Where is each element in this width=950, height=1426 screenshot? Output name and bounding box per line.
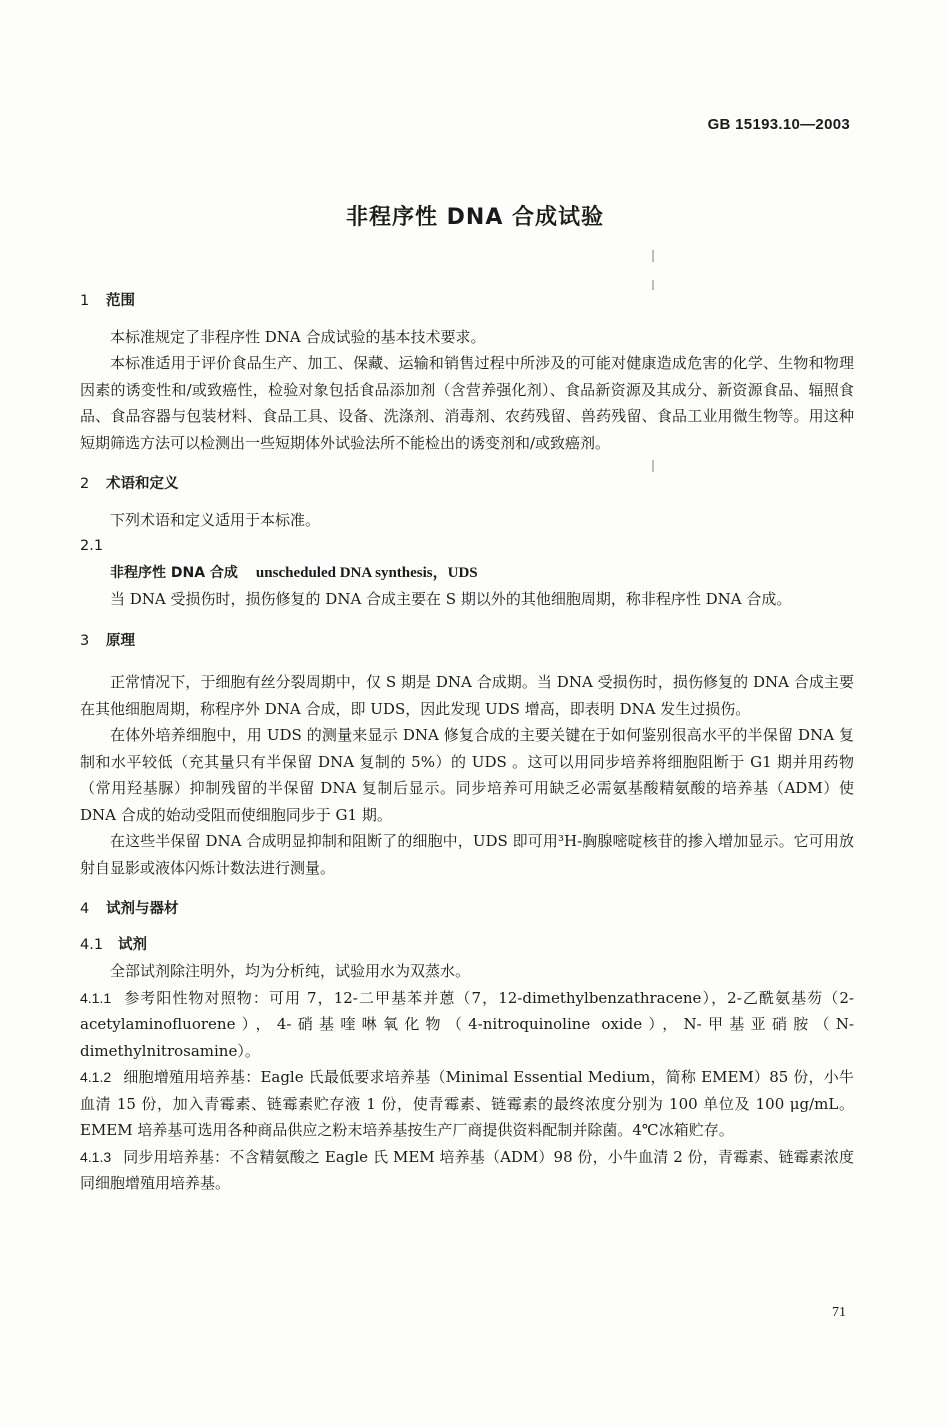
paragraph: 正常情况下，于细胞有丝分裂周期中，仅 S 期是 DNA 合成期。当 DNA 受损伤时，损伤修复的 DNA 合成主要在其他细胞周期，称程序外 DNA 合成，即 UDS，因此发现 UDS 增高，即表明 DNA 发生过损伤。 <box>80 673 854 718</box>
paragraph: 在体外培养细胞中，用 UDS 的测量来显示 DNA 修复合成的主要关键在于如何鉴别很高水平的半保留 DNA 复制和水平较低（充其量只有半保留 DNA 复制的 5%）的 UDS 。这可以用同步培养将细胞阻断于 G1 期并用药物（常用羟基脲）抑制残留的半保留 DNA 复制后显示。同步培养可用缺乏必需氨基酸精氨酸的培养基（ADM）使 DNA 合成的始动受阻而使细胞同步于 G1 期。 <box>80 726 854 824</box>
paragraph: 本标准适用于评价食品生产、加工、保藏、运输和销售过程中所涉及的可能对健康造成危害的化学、生物和物理因素的诱变性和/或致癌性，检验对象包括食品添加剂（含营养强化剂）、食品新资源及其成分、新资源食品、辐照食品、食品容器与包装材料、食品工具、设备、洗涤剂、消毒剂、农药残留、兽药残留、食品工业用微生物等。用这种短期筛选方法可以检测出一些短期体外试验法所不能检出的诱变剂和/或致癌剂。 <box>80 354 854 452</box>
clause-4-1-3: 4.1.3 同步用培养基：不含精氨酸之 Eagle 氏 MEM 培养基（ADM）98 份，小牛血清 2 份，青霉素、链霉素浓度同细胞增殖用培养基。 <box>80 1147 854 1192</box>
section-4-1-heading: 4.1 试剂 <box>80 936 147 953</box>
page-number: 71 <box>832 1305 846 1320</box>
section-1-heading: 1 范围 <box>80 293 135 309</box>
clause-2-1-number: 2.1 <box>80 538 104 554</box>
section-4-heading: 4 试剂与器材 <box>80 901 179 917</box>
clause-4-1-2: 4.1.2 细胞增殖用培养基：Eagle 氏最低要求培养基（Minimal Essential Medium，简称 EMEM）85 份，小牛血清 15 份，加入青霉素、链霉素贮存液 1 份，使青霉素、链霉素的最终浓度分别为 100 单位及 100 μg/mL。EMEM 培养基可选用各种商品供应之粉末培养基按生产厂商提供资料配制并除菌。4℃冰箱贮存。 <box>80 1068 854 1139</box>
paragraph: 全部试剂除注明外，均为分析纯，试验用水为双蒸水。 <box>110 962 471 980</box>
definition: 当 DNA 受损伤时，损伤修复的 DNA 合成主要在 S 期以外的其他细胞周期，称非程序性 DNA 合成。 <box>110 590 792 608</box>
document-title: 非程序性 DNA 合成试验 <box>345 205 605 230</box>
section-2-heading: 2 术语和定义 <box>80 476 179 492</box>
section-3-heading: 3 原理 <box>80 632 135 649</box>
term-entry: 非程序性 DNA 合成 unscheduled DNA synthesis，UDS <box>110 564 478 581</box>
paragraph: 下列术语和定义适用于本标准。 <box>110 510 321 529</box>
paragraph: 在这些半保留 DNA 合成明显抑制和阻断了的细胞中，UDS 即可用³H-胸腺嘧啶核苷的掺入增加显示。它可用放射自显影或液体闪烁计数法进行测量。 <box>80 832 854 877</box>
scan-artifact <box>652 250 654 262</box>
document-body <box>80 288 854 1197</box>
clause-4-1-1: 4.1.1 参考阳性物对照物：可用 7，12-二甲基苯并蒽（7，12-dimethylbenzathracene），2-乙酰氨基芴（2-acetylaminofluorene），4-硝基喹啉氧化物（4-nitroquinoline oxide），N-甲基亚硝胺（N-dimethylnitrosamine）。 <box>80 988 854 1060</box>
standard-code: GB 15193.10—2003 <box>707 116 850 133</box>
paragraph: 本标准规定了非程序性 DNA 合成试验的基本技术要求。 <box>110 327 486 346</box>
